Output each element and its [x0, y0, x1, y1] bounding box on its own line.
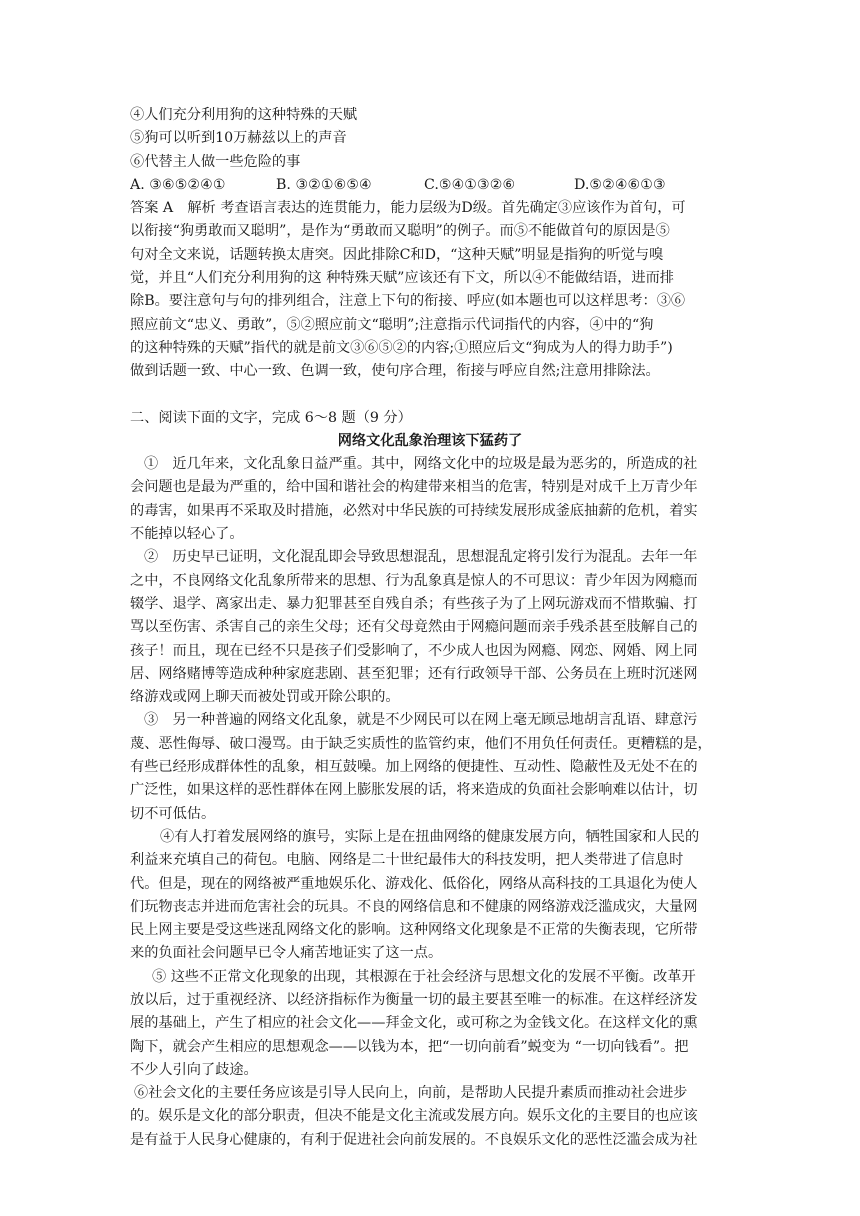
section-heading: 二、阅读下面的文字，完成 6～8 题（9 分） [130, 409, 412, 426]
choice-d: D.⑤②④⑥①③ [574, 176, 666, 193]
text-line: 有些已经形成群体性的乱象，相互鼓噪。加上网络的便捷性、互动性、隐蔽性及无处不在的 [130, 759, 698, 776]
answer-choices [130, 174, 730, 197]
text-line: 答案 A 解析 考查语言表达的连贯能力，能力层级为D级。首先确定③应该作为首句，可 [130, 200, 686, 217]
paragraph-2 [130, 546, 730, 709]
paragraph-5 [130, 966, 730, 1082]
text-line: 代。但是，现在的网络被严重地娱乐化、游戏化、低俗化，网络从高科技的工具退化为使人 [130, 875, 698, 892]
text-line: 来的负面社会问题早已令人痛苦地证实了这一点。 [130, 945, 443, 962]
text-line: 放以后，过于重视经济、以经济指标作为衡量一切的最主要甚至唯一的标准。在这样经济发 [130, 991, 698, 1008]
text-line: 展的基础上，产生了相应的社会文化——拜金文化，或可称之为金钱文化。在这样文化的熏 [130, 1015, 698, 1032]
text-line: 是有益于人民身心健康的，有利于促进社会向前发展的。不良娱乐文化的恶性泛滥会成为社 [130, 1131, 698, 1148]
text-line: 句对全文来说，话题转换太唐突。因此排除C和D，“这种天赋”明显是指狗的听觉与嗅 [130, 246, 664, 263]
text-line: ⑤ 这些不正常文化现象的出现，其根源在于社会经济与思想文化的发展不平衡。改革开 [152, 968, 696, 985]
text-line: 蔑、恶性侮辱、破口漫骂。由于缺乏实质性的监管约束，他们不用负任何责任。更糟糕的是， [130, 735, 712, 752]
text-line: 觉，并且“人们充分利用狗的这 种特殊天赋”应该还有下文，所以④不能做结语，进而排 [130, 270, 674, 287]
text-line: 会问题也是最为严重的，给中国和谐社会的构建带来相当的危害，特别是对成千上万青少年 [130, 479, 698, 496]
text-line: 之中，不良网络文化乱象所带来的思想、行为乱象真是惊人的不可思议：青少年因为网瘾而 [130, 572, 698, 589]
paragraph-6 [130, 1082, 730, 1152]
text-line: ③ 另一种普遍的网络文化乱象，就是不少网民可以在网上毫无顾忌地胡言乱语、肆意污 [144, 712, 698, 729]
text-line: 照应前文“忠义、勇敢”，⑤②照应前文“聪明”;注意指示代词指代的内容，④中的“狗 [130, 316, 654, 333]
text-line: 陶下，就会产生相应的思想观念——以钱为本，把“一切向前看”蜕变为 “一切向钱看”。把 [130, 1038, 689, 1055]
choice-a: A. ③⑥⑤②④① [130, 176, 226, 193]
paragraph-4 [130, 826, 730, 966]
text-line: 做到话题一致、中心一致、色调一致，使句序合理，衔接与呼应自然;注意用排除法。 [130, 363, 660, 380]
option-line: ④人们充分利用狗的这种特殊的天赋 [130, 107, 358, 123]
text-line: ⑥社会文化的主要任务应该是引导人民向上，向前，是帮助人民提升素质而推动社会进步 [134, 1085, 688, 1102]
text-line: 络游戏或网上聊天而被处罚或开除公职的。 [130, 689, 400, 706]
text-line: 不能掉以轻心了。 [130, 526, 244, 543]
text-line: 除B。要注意句与句的排列组合，注意上下句的衔接、呼应(如本题也可以这样思考：③⑥ [130, 293, 686, 310]
text-line: 的。娱乐是文化的部分职责，但决不能是文化主流或发展方向。娱乐文化的主要目的也应该 [130, 1108, 698, 1125]
choice-c: C.⑤④①③②⑥ [424, 176, 516, 193]
text-line: 骂以至伤害、杀害自己的亲生父母；还有父母竟然由于网瘾问题而亲手残杀甚至肢解自己的 [130, 619, 698, 636]
text-line: ④有人打着发展网络的旗号，实际上是在扭曲网络的健康发展方向，牺牲国家和人民的 [160, 828, 700, 845]
option-line: ⑥代替主人做一些危险的事 [130, 153, 301, 170]
text-line: 利益来充填自己的荷包。电脑、网络是二十世纪最伟大的科技发明，把人类带进了信息时 [130, 852, 684, 869]
text-line: 切不可低估。 [130, 805, 216, 822]
document-page [130, 104, 730, 1152]
text-line: 广泛性，如果这样的恶性群体在网上膨胀发展的话，将来造成的负面社会影响难以估计，切 [130, 782, 698, 799]
text-line: 们玩物丧志并进而危害社会的玩具。不良的网络信息和不健康的网络游戏泛滥成灾，大量网 [130, 898, 698, 915]
option-line: ⑤狗可以听到10万赫兹以上的声音 [130, 130, 347, 147]
text-line: ② 历史早已证明，文化混乱即会导致思想混乱，思想混乱定将引发行为混乱。去年一年 [144, 549, 698, 566]
text-line: 居、网络赌博等造成种种家庭悲剧、甚至犯罪；还有行政领导干部、公务员在上班时沉迷网 [130, 665, 698, 682]
text-line: ① 近几年来，文化乱象日益严重。其中，网络文化中的垃圾是最为恶劣的，所造成的社 [144, 456, 698, 473]
text-line: 不少人引向了歧途。 [130, 1061, 258, 1078]
text-line: 民上网主要是受这些迷乱网络文化的影响。这种网络文化现象是不正常的失衡表现，它所带 [130, 922, 698, 939]
choice-b: B. ③②①⑥⑤④ [276, 176, 372, 193]
text-line: 的毒害，如果再不采取及时措施，必然对中华民族的可持续发展形成釜底抽薪的危机，着实 [130, 502, 698, 519]
text-line: 以衔接“狗勇敢而又聪明”，是作为“勇敢而又聪明”的例子。而⑤不能做首句的原因是⑤ [130, 223, 670, 240]
text-line: 孩子！而且，现在已经不只是孩子们受影响了，不少成人也因为网瘾、网恋、网婚、网上同 [130, 642, 698, 659]
article-title: 网络文化乱象治理该下猛药了 [337, 432, 523, 449]
paragraph-3 [130, 709, 730, 825]
text-line: 辍学、退学、离家出走、暴力犯罪甚至自残自杀；有些孩子为了上网玩游戏而不惜欺骗、打 [130, 595, 698, 612]
text-line: 的这种特殊的天赋”指代的就是前文③⑥⑤②的内容;①照应后文“狗成为人的得力助手”) [130, 339, 673, 356]
answer-explanation [130, 197, 730, 383]
paragraph-1 [130, 453, 730, 546]
